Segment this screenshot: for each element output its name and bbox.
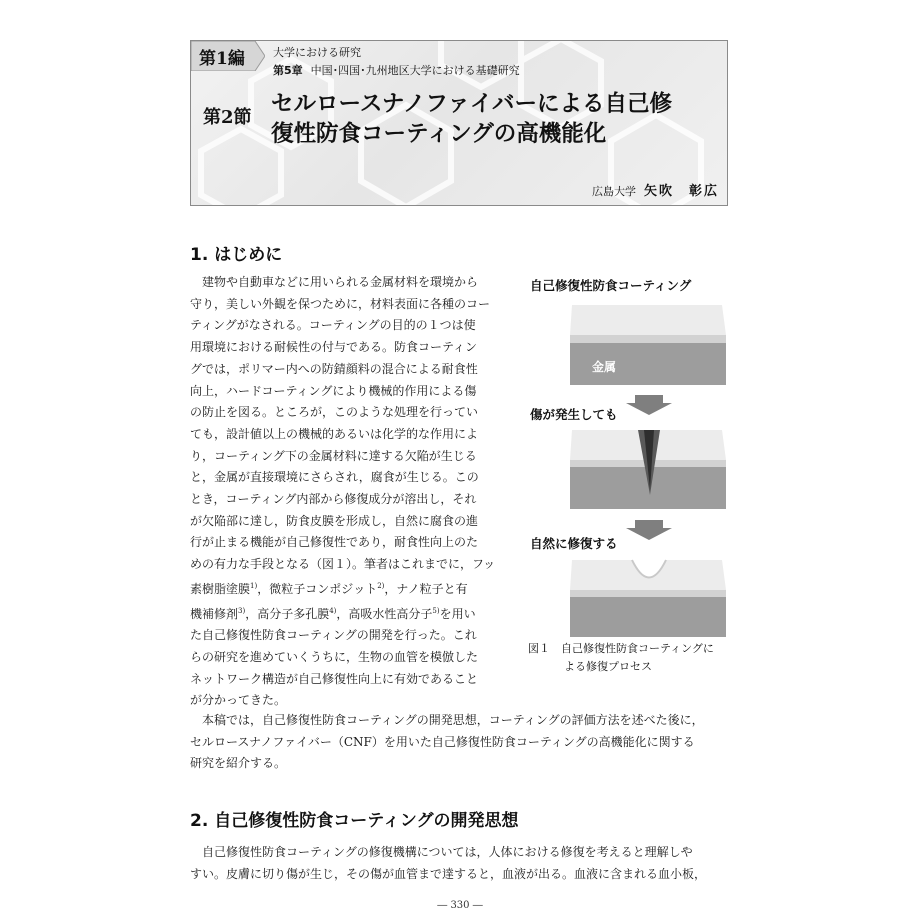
section2-line: 自己修復性防食コーティングの修復機構については，人体における修復を考えると理解しや [202, 845, 693, 859]
para1-line: 向上，ハードコーティングにより機械的作用による傷 [190, 383, 477, 398]
caption-line2: よる修復プロセス [564, 660, 652, 673]
caption-line1: 図１ 自己修復性防食コーティングに [528, 642, 714, 655]
chapter-label: 第5章 [273, 64, 303, 77]
para1-refs-line [190, 601, 496, 626]
figure-caption [528, 640, 734, 676]
figure-1-illustration [520, 295, 735, 640]
para1-line: 用環境における耐候性の付与である。防食コーティン [190, 340, 478, 355]
section-title-line2: 復性防食コーティングの高機能化 [271, 121, 607, 147]
ref-text: 素樹脂塗膜 [190, 581, 251, 596]
ref-text: ，高吸水性高分子 [336, 606, 433, 621]
ref-text: ，微粒子コンポジット [257, 581, 378, 596]
step3-label: 自然に修復する [530, 536, 618, 551]
section2-body [190, 842, 730, 885]
para2-line: 研究を紹介する。 [190, 756, 287, 771]
para1-line: 建物や自動車などに用いられる金属材料を環境から [202, 275, 479, 289]
down-arrow-icon [626, 395, 672, 415]
ref-text: ，高分子多孔膜 [245, 606, 330, 621]
para1-line: た自己修復性防食コーティングの開発を行った。これ [190, 628, 477, 643]
author-name: 矢吹 彰広 [643, 184, 719, 199]
para1-line: が分かってきた。 [190, 693, 287, 708]
ref-text: を用い [439, 606, 476, 621]
para1-line: ティングがなされる。コーティングの目的の１つは使 [190, 318, 476, 333]
ref-superscript: 4) [329, 606, 337, 615]
section-title [271, 89, 711, 149]
chapter-header-box [190, 40, 728, 206]
ref-superscript: 5) [432, 606, 440, 615]
step2-label: 傷が発生しても [530, 407, 618, 422]
para1-line: めの有力な手段となる（図１）。筆者はこれまでに，フッ [190, 557, 496, 572]
para1-line: ネットワーク構造が自己修復性向上に有効であること [190, 671, 479, 686]
para1-line: 守り，美しい外観を保つために，材料表面に各種のコー [190, 296, 491, 311]
para1-line: が欠陥部に達し，防食皮膜を形成し，自然に腐食の進 [190, 513, 479, 528]
volume-label: 第1編 [199, 49, 245, 69]
section1-heading: 1. はじめに [190, 245, 283, 265]
ref-superscript: 2) [377, 581, 385, 590]
page-number: ― 330 ― [437, 900, 483, 911]
figure-title: 自己修復性防食コーティング [530, 278, 692, 293]
para1-line: り，コーティング下の金属材料に達する欠陥が生じる [190, 448, 477, 463]
section1-column [190, 272, 496, 712]
section2-heading: 2. 自己修復性防食コーティングの開発思想 [190, 811, 519, 831]
para2-line: 本稿では，自己修復性防食コーティングの開発思想，コーティングの評価方法を述べた後に， [202, 713, 704, 727]
chapter-line [273, 62, 520, 78]
healed-coating-block [570, 560, 726, 637]
para1-line: 行が止まる機能が自己修復性であり，耐食性向上のた [190, 535, 479, 550]
para1-line: の防止を図る。ところが，このような処理を行ってい [190, 405, 479, 420]
para1-line: と，金属が直接環境にさらされ，腐食が生じる。この [190, 470, 479, 485]
para2 [190, 710, 730, 775]
scratched-coating-block [570, 430, 726, 509]
author-line [592, 180, 719, 199]
ref-text: ，ナノ粒子と有 [384, 581, 468, 596]
chapter-title: 中国･四国･九州地区大学における基礎研究 [310, 64, 520, 77]
down-arrow-icon [626, 520, 672, 540]
para1-refs-line [190, 576, 496, 601]
para1-line: ても，設計値以上の機械的あるいは化学的な作用によ [190, 426, 479, 441]
volume-title: 大学における研究 [273, 46, 361, 59]
section-title-line1: セルロースナノファイバーによる自己修 [271, 91, 672, 117]
metal-label: 金属 [592, 360, 617, 374]
ref-superscript: 1) [250, 581, 258, 590]
para2-line: セルロースナノファイバー（CNF）を用いた自己修復性防食コーティングの高機能化に関する [190, 734, 695, 749]
section-label: 第2節 [203, 107, 252, 128]
para1-line: とき，コーティング内部から修復成分が溶出し，それ [190, 492, 477, 507]
author-affiliation: 広島大学 [591, 185, 636, 198]
ref-text: 機補修剤 [190, 606, 239, 621]
section2-line: すい。皮膚に切り傷が生じ，その傷が血管まで達すると，血液が出る。血液に含まれる血小板， [190, 866, 707, 881]
para1-line: らの研究を進めていくうちに，生物の血管を模倣した [190, 649, 479, 664]
para1-line: グでは，ポリマー内への防錆顔料の混合による耐食性 [190, 361, 478, 376]
ref-superscript: 3) [238, 606, 246, 615]
